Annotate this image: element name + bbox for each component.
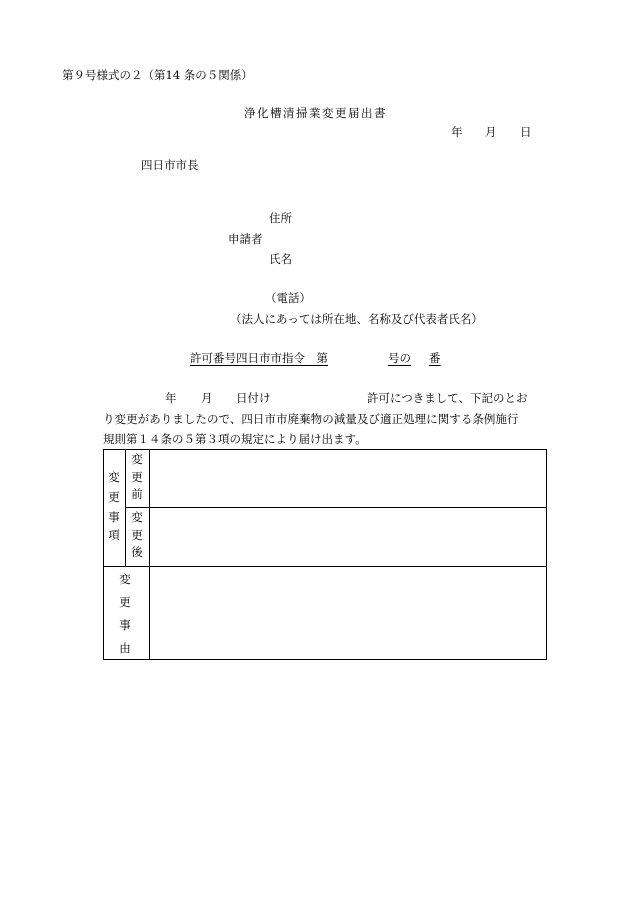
before-content-cell[interactable]: [150, 450, 546, 507]
body-line1-tail: 許可につきまして、下記のとお: [367, 391, 528, 405]
permit-middle: 号の: [388, 351, 411, 365]
change-items-char: 更: [108, 490, 120, 504]
change-items-char: 項: [108, 528, 120, 542]
after-char: 変: [131, 510, 143, 524]
before-char: 前: [131, 487, 143, 501]
reason-char: 由: [119, 641, 131, 655]
after-content-cell[interactable]: [150, 508, 546, 566]
date-year-label: 年: [451, 125, 463, 139]
before-char: 更: [131, 470, 143, 484]
body-dated-label: 日付け: [236, 391, 271, 405]
permit-prefix: 許可番号四日市市指令 第: [190, 351, 328, 365]
phone-label: （電話）: [265, 291, 311, 305]
body-year-label: 年: [165, 391, 177, 405]
table-bottom-border: [103, 659, 547, 660]
before-char: 変: [131, 452, 143, 466]
body-line2: り変更がありましたので、四日市市廃棄物の減量及び適正処理に関する条例施行: [103, 412, 519, 426]
form-number: 第９号様式の２（第14 条の５関係）: [62, 68, 253, 82]
applicant-label: 申請者: [228, 232, 263, 246]
body-line3: 規則第１４条の５第３項の規定により届け出ます。: [103, 432, 367, 446]
after-char: 後: [131, 545, 143, 559]
reason-char: 事: [119, 618, 131, 632]
document-title: 浄化槽清掃業変更届出書: [244, 106, 387, 120]
permit-suffix: 番: [429, 351, 441, 365]
table-left-border: [103, 449, 104, 660]
change-items-char: 変: [108, 470, 120, 484]
after-char: 更: [131, 528, 143, 542]
change-items-char: 事: [108, 510, 120, 524]
date-day-label: 日: [520, 125, 532, 139]
table-right-border: [546, 449, 547, 660]
permit-number-line: [190, 353, 441, 365]
table-inner-vline: [125, 449, 126, 567]
address-label: 住所: [269, 211, 292, 225]
name-label: 氏名: [269, 252, 292, 266]
corporate-note: （法人にあっては所在地、名称及び代表者氏名）: [230, 312, 483, 326]
addressee: 四日市市長: [141, 158, 199, 172]
reason-char: 更: [119, 595, 131, 609]
date-month-label: 月: [485, 125, 497, 139]
reason-char: 変: [119, 572, 131, 586]
body-month-label: 月: [201, 391, 213, 405]
reason-content-cell[interactable]: [150, 567, 546, 659]
